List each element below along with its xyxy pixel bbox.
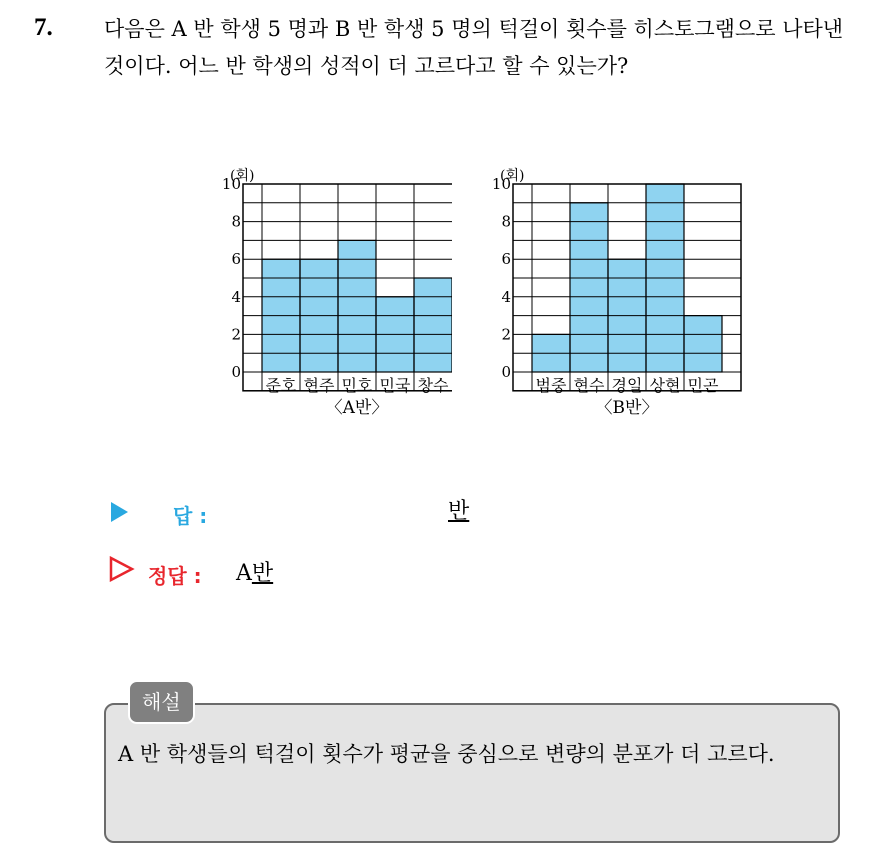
b-ytick: 0: [501, 363, 511, 381]
a-category-label: 현주: [303, 376, 335, 395]
b-category-label: 현수: [573, 376, 605, 395]
a-ytick: 2: [231, 325, 241, 344]
answer-unit: 반: [448, 499, 470, 524]
histogram-b: [492, 162, 752, 452]
histogram-b-svg: [492, 162, 752, 452]
correct-answer-unit: 반: [251, 561, 274, 586]
b-bar: [684, 316, 722, 372]
answer-label: 답 :: [173, 504, 208, 528]
answer-arrow-icon: [111, 502, 128, 522]
b-category-label: 경일: [611, 376, 643, 395]
histogram-a: [222, 162, 452, 452]
histogram-a-svg: [222, 162, 452, 452]
a-ytick: 4: [231, 287, 241, 306]
b-category-label: 범중: [535, 376, 567, 395]
b-category-label: 민곤: [687, 376, 719, 395]
a-ylabel: (회): [230, 168, 255, 184]
question-text: 다음은 A 반 학생 5 명과 B 반 학생 5 명의 턱걸이 횟수를 히스토그램으로 나타낸 것이다. 어느 반 학생의 성적이 더 고르다고 할 수 있는가?: [104, 17, 844, 78]
correct-answer: [236, 556, 273, 587]
a-ytick: 0: [231, 363, 241, 381]
b-ytick: 6: [501, 250, 511, 269]
a-ytick: 6: [231, 250, 241, 269]
a-caption: 〈A반〉: [325, 398, 389, 418]
explanation-text: A 반 학생들의 턱걸이 횟수가 평균을 중심으로 변량의 분포가 더 고르다.: [118, 742, 775, 766]
b-bar: [570, 203, 608, 372]
b-ytick: 8: [501, 212, 511, 231]
question-number: 7.: [34, 14, 53, 41]
a-category-label: 민호: [341, 376, 373, 395]
correct-arrow-icon: [109, 556, 135, 582]
explanation-tag: 해설: [128, 680, 195, 724]
a-category-label: 준호: [265, 376, 297, 395]
b-caption: 〈B반〉: [595, 398, 659, 418]
correct-label: 정답 :: [148, 564, 202, 588]
b-category-label: 상현: [649, 376, 681, 395]
a-ytick: 10: [222, 175, 241, 193]
a-ytick: 8: [231, 212, 241, 231]
a-category-label: 창수: [417, 376, 449, 395]
b-ylabel: (회): [500, 168, 525, 184]
a-bar: [414, 278, 452, 372]
b-ytick: 4: [501, 287, 511, 306]
b-ytick: 2: [501, 325, 511, 344]
a-category-label: 민국: [379, 376, 411, 395]
b-ytick: 10: [492, 175, 511, 193]
correct-answer-prefix: A: [236, 561, 252, 586]
a-bar: [338, 240, 376, 372]
